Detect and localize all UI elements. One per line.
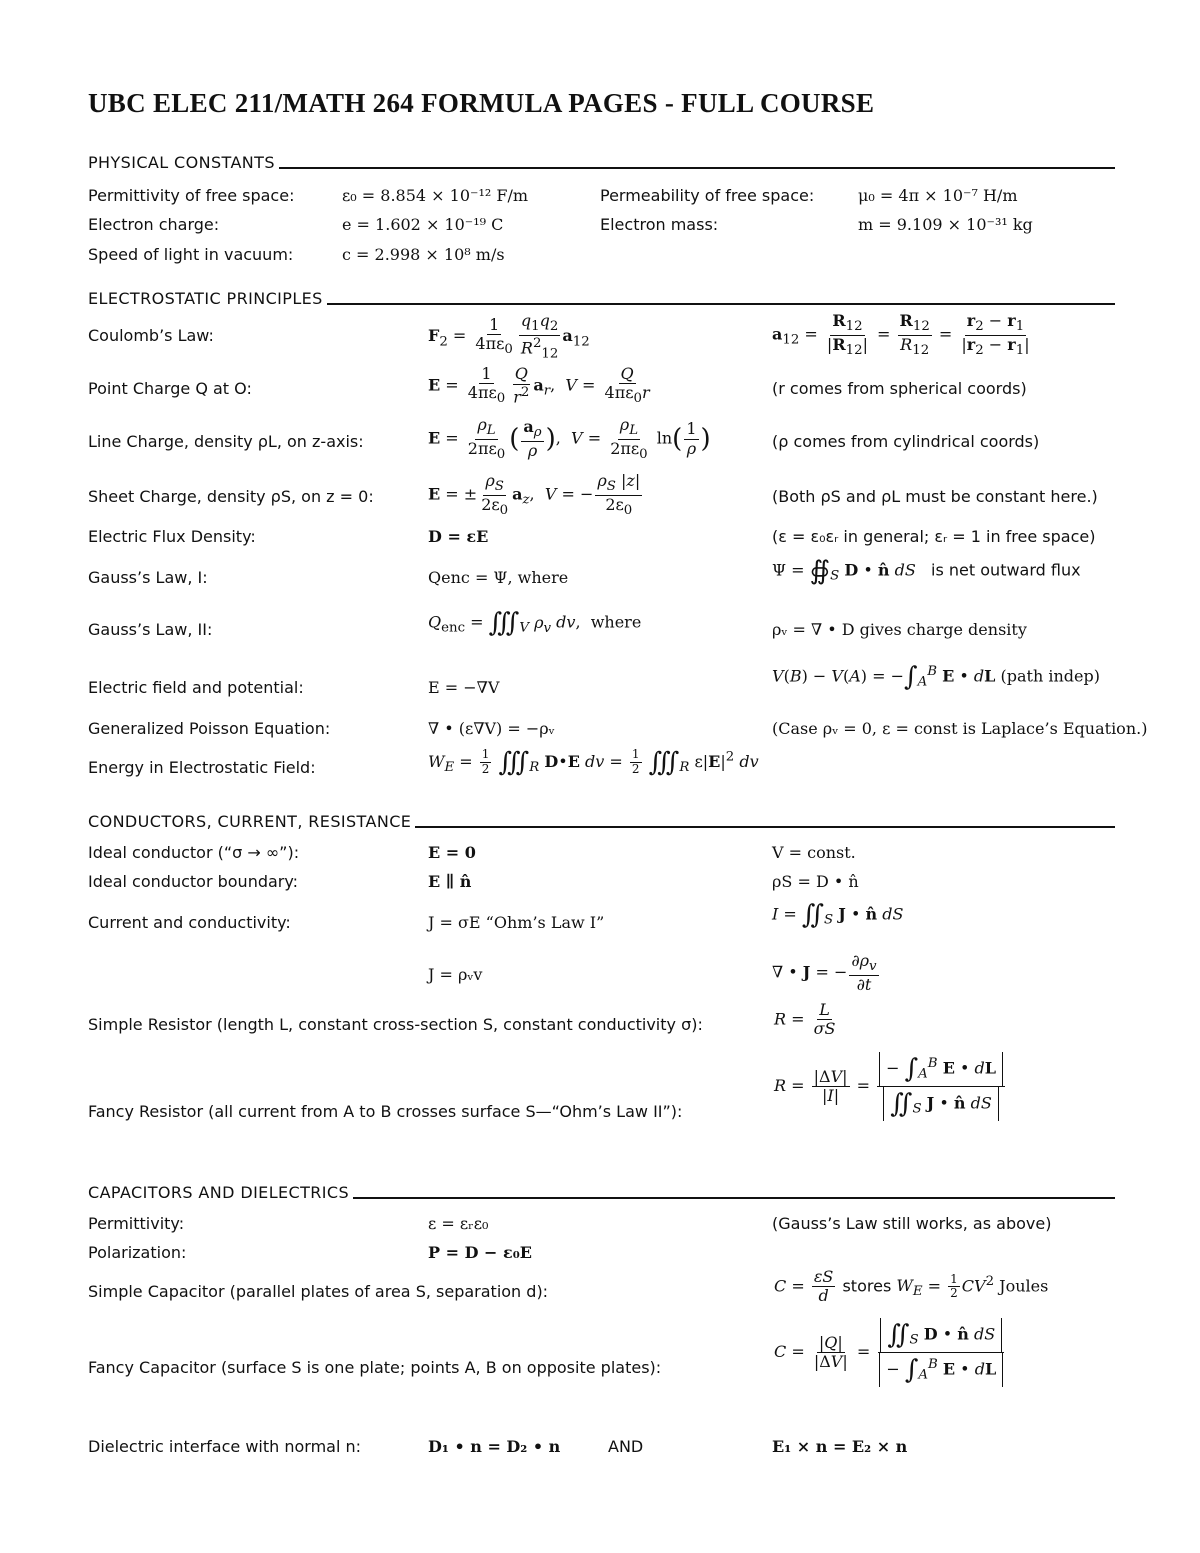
permeability-value: μ₀ = 4π × 10⁻⁷ H/m [858,186,1018,205]
cap-permittivity-note: (Gauss’s Law still works, as above) [772,1214,1052,1233]
section-electrostatic [88,289,1115,308]
electron-mass-label: Electron mass: [600,215,719,234]
cap-permittivity-formula: ε = εᵣε₀ [428,1214,489,1233]
simple-resistor-label: Simple Resistor (length L, constant cross-section S, constant conductivity σ): [88,1015,703,1034]
ideal-conductor-label: Ideal conductor (“σ → ∞”): [88,843,300,862]
flux-density-formula: D = εE [428,527,489,546]
point-charge-label: Point Charge Q at O: [88,379,252,398]
fancy-capacitor-formula: C = $\frac{|Q|}{|\Delta V|}$ = $\frac{∬_S D • n̂ dS}{- \int_A^B E • dL}$ [774,1318,1007,1387]
field-potential-label: Electric field and potential: [88,678,304,697]
ohms-law-1-formula: J = σE “Ohm’s Law I” [428,913,605,932]
permittivity-label: Permittivity of free space: [88,186,295,205]
poisson-label: Generalized Poisson Equation: [88,719,331,738]
electron-mass-value: m = 9.109 × 10⁻³¹ kg [858,215,1033,234]
section-heading: CONDUCTORS, CURRENT, RESISTANCE [88,812,412,831]
gauss-law-1-formula: Qenc = Ψ, where [428,568,569,587]
simple-resistor-formula: R = $\frac{L}{\sigma S}$ [774,1000,836,1039]
section-heading: CAPACITORS AND DIELECTRICS [88,1183,350,1202]
section-rule [279,167,1115,169]
section-physical-constants [88,153,1115,172]
ideal-conductor-note: V = const. [772,843,856,862]
dielectric-interface-label: Dielectric interface with normal n: [88,1437,362,1456]
section-heading: PHYSICAL CONSTANTS [88,153,275,172]
sheet-charge-label: Sheet Charge, density ρS, on z = 0: [88,487,374,506]
section-heading: ELECTROSTATIC PRINCIPLES [88,289,323,308]
permittivity-value: ε₀ = 8.854 × 10⁻¹² F/m [342,186,529,205]
unit-vector-formula: $a_{12}$ = $\frac{R_{12}}{|R_{12}|}$ = $\frac{R_{12}}{R_{12}}$ = $\frac{r_2 - r_1}{|r_2 - r_1|}$ [772,311,1030,358]
section-rule [353,1197,1115,1199]
polarization-label: Polarization: [88,1243,187,1262]
coulomb-formula: $F_2$ = $\frac{1}{4\pi\varepsilon_0}$ $\frac{q_1q_2}{R^2_{12}}$ $a_{12}$ [428,311,590,362]
interface-d-formula: D₁ • n = D₂ • n [428,1437,561,1456]
section-conductors [88,812,1115,831]
section-rule [327,303,1115,305]
charge-density-note: ρᵥ = ∇ • D gives charge density [772,620,1027,639]
permeability-label: Permeability of free space: [600,186,815,205]
simple-capacitor-label: Simple Capacitor (parallel plates of area S, separation d): [88,1282,549,1301]
potential-difference-formula: $V(B) - V(A) = -\int_A^B$ E • dL (path indep) [772,662,1100,692]
flux-density-label: Electric Flux Density: [88,527,256,546]
line-charge-label: Line Charge, density ρL, on z-axis: [88,432,364,451]
simple-capacitor-formula: C = $\frac{\varepsilon S}{d}$ stores $W_E$ = $\frac{1}{2}$ $CV^2$ Joules [774,1267,1049,1306]
poisson-formula: ∇ • (ε∇V) = −ρᵥ [428,719,555,738]
interface-e-formula: E₁ × n = E₂ × n [772,1437,908,1456]
interface-and: AND [608,1437,644,1456]
stores-note: stores [842,1276,892,1296]
speed-of-light-value: c = 2.998 × 10⁸ m/s [342,245,505,264]
field-potential-formula: E = −∇V [428,678,500,697]
fancy-resistor-formula: R = $\frac{|\Delta V|}{|I|}$ = $\frac{- \int_A^B E • dL}{∬_S J • n̂ dS}$ [774,1052,1007,1121]
section-rule [415,826,1115,828]
polarization-formula: P = D − ε₀E [428,1243,532,1262]
ideal-conductor-formula: E = 0 [428,843,476,862]
energy-formula: $W_E$ = $\frac{1}{2}$ $∭_R$ D•E dv = $\frac{1}{2}$ $∭_R$ $\varepsilon|E|^2$ dv [428,747,759,778]
fancy-capacitor-label: Fancy Capacitor (surface S is one plate; points A, B on opposite plates): [88,1358,662,1377]
page-title: UBC ELEC 211/MATH 264 FORMULA PAGES - FULL COURSE [88,88,875,118]
speed-of-light-label: Speed of light in vacuum: [88,245,294,264]
conductor-boundary-label: Ideal conductor boundary: [88,872,299,891]
flux-density-note: (ε = ε₀εᵣ in general; εᵣ = 1 in free space) [772,527,1096,546]
current-integral-formula: $I = ∬_S$ J • n̂ dS [772,900,904,930]
current-label: Current and conductivity: [88,913,291,932]
path-indep-note: (path indep) [1000,666,1100,686]
current-density-formula: J = ρᵥv [428,965,483,984]
net-flux-formula: $\Psi = ∯_S$ D • n̂ dS is net outward flux [772,556,1081,586]
conductor-boundary-formula: E ∥ n̂ [428,872,472,891]
section-capacitors [88,1183,1115,1202]
net-flux-note: is net outward flux [931,560,1081,580]
line-charge-formula: E = $\frac{\rho_L}{2\pi\varepsilon_0}$ ( $\frac{a_\rho}{\rho}$ ), V = $\frac{\rho_L}{2\pi\varepsilon_0}$ ln( $\frac{1}{\rho}$ ) [428,415,711,462]
conductor-boundary-note: ρS = D • n̂ [772,872,859,891]
electron-charge-value: e = 1.602 × 10⁻¹⁹ C [342,215,504,234]
line-charge-note: (ρ comes from cylindrical coords) [772,432,1040,451]
laplace-note: (Case ρᵥ = 0, ε = const is Laplace’s Equation.) [772,719,1148,738]
coulomb-label: Coulomb’s Law: [88,326,214,345]
gauss-law-2-label: Gauss’s Law, II: [88,620,213,639]
electron-charge-label: Electron charge: [88,215,220,234]
energy-label: Energy in Electrostatic Field: [88,758,316,777]
point-charge-note: (r comes from spherical coords) [772,379,1027,398]
gauss-law-2-formula: $Q_{enc}$ = $∭_V$ $\rho_v$ dv, where [428,608,642,638]
sheet-charge-note: (Both ρS and ρL must be constant here.) [772,487,1098,506]
fancy-resistor-label: Fancy Resistor (all current from A to B crosses surface S—“Ohm’s Law II”): [88,1102,683,1121]
point-charge-formula: E = $\frac{1}{4\pi\varepsilon_0}$ $\frac{Q}{r^2}$ $a_r$, V = $\frac{Q}{4\pi\varepsilon_0r}$ [428,364,650,407]
cap-permittivity-label: Permittivity: [88,1214,185,1233]
continuity-formula: ∇ • J = − $\frac{\partial\rho_v}{\partial t}$ [772,951,877,994]
sheet-charge-formula: E = ± $\frac{\rho_S}{2\varepsilon_0}$ $a_z$, V = − $\frac{\rho_S |z|}{2\varepsilon_0}$ [428,471,641,518]
gauss-law-1-label: Gauss’s Law, I: [88,568,208,587]
